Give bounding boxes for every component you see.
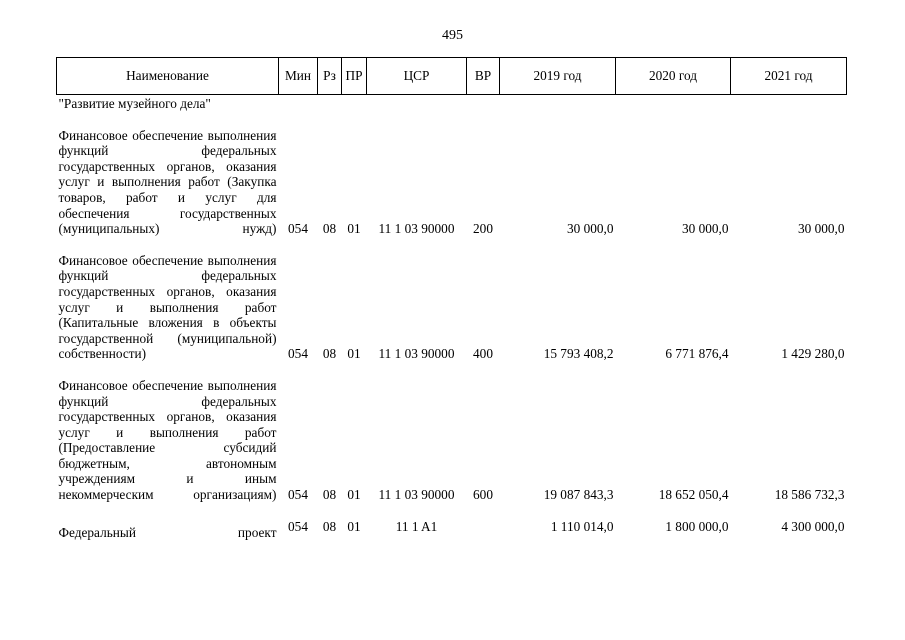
col-header-csr: ЦСР [367, 58, 467, 95]
table-row [57, 95, 847, 112]
col-header-2020: 2020 год [616, 58, 731, 95]
row-name: Федеральный проект [58, 524, 277, 540]
row-vr: 200 [473, 221, 493, 237]
table-row [57, 237, 847, 362]
row-2020 [616, 95, 731, 112]
col-header-min: Мин [279, 58, 318, 95]
row-csr: 11 1 03 90000 [378, 221, 455, 237]
row-min: 054 [288, 487, 308, 503]
col-header-rz: Рз [318, 58, 342, 95]
row-pr: 01 [347, 221, 361, 237]
row-pr [342, 95, 367, 112]
row-min: 054 [288, 221, 308, 237]
row-2021: 18 586 732,3 [774, 487, 845, 503]
row-name: "Развитие музейного дела" [58, 96, 211, 111]
row-vr [467, 503, 500, 541]
table-header [57, 58, 847, 95]
row-csr: 11 1 03 90000 [378, 346, 455, 362]
budget-table [56, 57, 847, 540]
table-row [57, 362, 847, 503]
row-2021 [731, 95, 847, 112]
row-min: 054 [288, 518, 308, 534]
row-pr: 01 [347, 346, 361, 362]
row-2019: 19 087 843,3 [543, 487, 614, 503]
row-2020: 30 000,0 [681, 221, 729, 237]
row-name: Финансовое обеспечение выполнения функций федеральных государственных органов, оказания услуг и выполнения работ (Капитальные вложения в объекты государственной (муниципальной) собственности) [58, 252, 277, 362]
row-vr [467, 95, 500, 112]
row-min: 054 [288, 346, 308, 362]
row-pr: 01 [347, 518, 361, 534]
table-row [57, 503, 847, 541]
row-rz: 08 [322, 346, 337, 362]
row-2021: 4 300 000,0 [781, 518, 845, 534]
col-header-pr: ПР [342, 58, 367, 95]
row-min [279, 95, 318, 112]
row-2020: 6 771 876,4 [665, 346, 729, 362]
row-2019: 1 110 014,0 [550, 518, 614, 534]
col-header-2019: 2019 год [500, 58, 616, 95]
row-2021: 30 000,0 [797, 221, 845, 237]
row-2019: 15 793 408,2 [543, 346, 614, 362]
col-header-name: Наименование [57, 58, 279, 95]
row-2020: 18 652 050,4 [658, 487, 729, 503]
page-number: 495 [442, 28, 463, 43]
row-2021: 1 429 280,0 [781, 346, 845, 362]
row-2019: 30 000,0 [566, 221, 614, 237]
table-row [57, 112, 847, 237]
row-2020: 1 800 000,0 [665, 518, 729, 534]
row-vr: 400 [473, 346, 493, 362]
row-rz: 08 [322, 221, 337, 237]
col-header-vr: ВР [467, 58, 500, 95]
row-name: Финансовое обеспечение выполнения функций федеральных государственных органов, оказания услуг и выполнения работ (Предоставление субсидий бюджетным, автономным учреждениям и иным некоммерческим организациям) [58, 377, 277, 503]
row-csr: 11 1 A1 [395, 518, 438, 534]
col-header-2021: 2021 год [731, 58, 847, 95]
row-rz: 08 [322, 487, 337, 503]
row-rz: 08 [322, 518, 337, 534]
row-csr: 11 1 03 90000 [378, 487, 455, 503]
row-vr: 600 [473, 487, 493, 503]
row-pr: 01 [347, 487, 361, 503]
row-csr [367, 95, 467, 112]
row-name: Финансовое обеспечение выполнения функций федеральных государственных органов, оказания услуг и выполнения работ (Закупка товаров, работ и услуг для обеспечения государственных (муниципальных) нужд) [58, 127, 277, 237]
row-rz [318, 95, 342, 112]
row-2019 [500, 95, 616, 112]
